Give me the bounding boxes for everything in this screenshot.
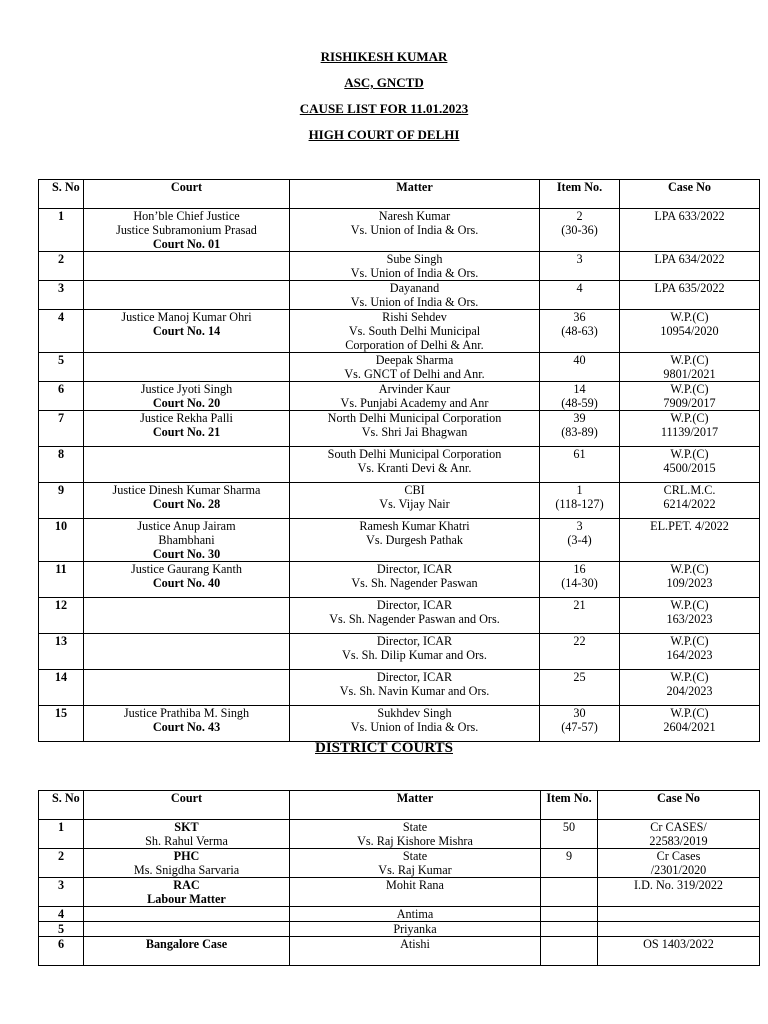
cell-case-no bbox=[598, 922, 760, 937]
court-judge-line: Justice Subramonium Prasad bbox=[116, 223, 257, 237]
matter-line: Vs. Punjabi Academy and Anr bbox=[340, 396, 489, 410]
cell-court bbox=[84, 878, 290, 907]
cell-matter bbox=[290, 937, 541, 966]
item-line: (48-63) bbox=[561, 324, 598, 338]
cell-item-no bbox=[540, 310, 620, 353]
case-line: W.P.(C) bbox=[670, 382, 709, 396]
case-line: W.P.(C) bbox=[670, 447, 709, 461]
court-judge-line: Justice Dinesh Kumar Sharma bbox=[112, 483, 261, 497]
table-row bbox=[39, 281, 760, 310]
case-line: LPA 634/2022 bbox=[654, 252, 725, 266]
matter-line: Antima bbox=[396, 907, 434, 921]
cell-case-no bbox=[620, 447, 760, 483]
cell-sno: 15 bbox=[39, 706, 84, 742]
cell-court bbox=[84, 353, 290, 382]
case-line: 2604/2021 bbox=[663, 720, 716, 734]
court-judge-line: Justice Rekha Palli bbox=[140, 411, 233, 425]
cell-matter bbox=[290, 820, 541, 849]
cell-matter bbox=[290, 849, 541, 878]
case-line: W.P.(C) bbox=[670, 411, 709, 425]
cell-court bbox=[84, 519, 290, 562]
table-row bbox=[39, 706, 760, 742]
court-judge-line: Bhambhani bbox=[158, 533, 215, 547]
column-header-court: Court bbox=[84, 180, 290, 209]
column-header-case: Case No bbox=[620, 180, 760, 209]
cell-item-no bbox=[540, 598, 620, 634]
cell-item-no bbox=[540, 706, 620, 742]
column-header-matter: Matter bbox=[290, 791, 541, 820]
header-designation: ASC, GNCTD bbox=[344, 75, 424, 90]
table-row bbox=[39, 483, 760, 519]
court-number: Court No. 20 bbox=[152, 396, 221, 410]
court-number: Court No. 30 bbox=[152, 547, 221, 561]
cell-case-no bbox=[620, 598, 760, 634]
item-line: (47-57) bbox=[561, 720, 598, 734]
cell-matter bbox=[290, 519, 540, 562]
matter-line: Arvinder Kaur bbox=[378, 382, 451, 396]
table-row bbox=[39, 878, 760, 907]
cell-case-no bbox=[598, 820, 760, 849]
header-court: HIGH COURT OF DELHI bbox=[308, 127, 460, 142]
item-line: (83-89) bbox=[561, 425, 598, 439]
cell-court bbox=[84, 820, 290, 849]
item-line: 30 bbox=[573, 706, 586, 720]
matter-line: Vs. Raj Kumar bbox=[378, 863, 452, 877]
cell-sno: 1 bbox=[39, 820, 84, 849]
matter-line: Vs. Sh. Nagender Paswan and Ors. bbox=[329, 612, 500, 626]
item-line: 1 bbox=[576, 483, 583, 497]
cell-matter bbox=[290, 598, 540, 634]
table-row bbox=[39, 922, 760, 937]
cell-court bbox=[84, 937, 290, 966]
case-line: Cr Cases bbox=[656, 849, 701, 863]
item-line: 3 bbox=[576, 519, 583, 533]
cell-court bbox=[84, 483, 290, 519]
cell-court bbox=[84, 922, 290, 937]
cell-item-no bbox=[541, 937, 598, 966]
cell-sno: 6 bbox=[39, 382, 84, 411]
item-line: 36 bbox=[573, 310, 586, 324]
matter-line: Mohit Rana bbox=[386, 878, 444, 892]
cell-item-no bbox=[540, 519, 620, 562]
cell-case-no bbox=[620, 281, 760, 310]
cell-matter bbox=[290, 353, 540, 382]
matter-line: Atishi bbox=[400, 937, 430, 951]
cell-matter bbox=[290, 670, 540, 706]
table-row bbox=[39, 907, 760, 922]
cell-matter bbox=[290, 382, 540, 411]
cell-matter bbox=[290, 447, 540, 483]
cell-sno: 11 bbox=[39, 562, 84, 598]
matter-line: Director, ICAR bbox=[376, 598, 453, 612]
court-detail-line: Ms. Snigdha Sarvaria bbox=[133, 863, 240, 877]
cell-case-no bbox=[620, 353, 760, 382]
cell-case-no bbox=[620, 670, 760, 706]
item-line: (3-4) bbox=[567, 533, 592, 547]
cell-case-no bbox=[598, 907, 760, 922]
cell-sno: 12 bbox=[39, 598, 84, 634]
cell-court bbox=[84, 907, 290, 922]
matter-line: South Delhi Municipal Corporation bbox=[327, 447, 502, 461]
matter-line: Priyanka bbox=[393, 922, 437, 936]
matter-line: Vs. South Delhi Municipal bbox=[348, 324, 481, 338]
cell-matter bbox=[290, 209, 540, 252]
table-row bbox=[39, 209, 760, 252]
table-row bbox=[39, 849, 760, 878]
matter-line: Corporation of Delhi & Anr. bbox=[345, 338, 484, 352]
cell-matter bbox=[290, 281, 540, 310]
cell-case-no bbox=[620, 562, 760, 598]
cell-case-no bbox=[620, 310, 760, 353]
cell-case-no bbox=[620, 382, 760, 411]
case-line: 10954/2020 bbox=[660, 324, 719, 338]
item-line: 50 bbox=[562, 820, 576, 834]
cell-sno: 14 bbox=[39, 670, 84, 706]
case-line: EL.PET. 4/2022 bbox=[650, 519, 729, 533]
cell-matter bbox=[290, 252, 540, 281]
case-line: 164/2023 bbox=[666, 648, 713, 662]
table-row bbox=[39, 411, 760, 447]
matter-line: Vs. Shri Jai Bhagwan bbox=[361, 425, 468, 439]
cell-item-no bbox=[540, 382, 620, 411]
column-header-sno: S. No bbox=[39, 180, 84, 209]
item-line: 4 bbox=[576, 281, 583, 295]
header-cause-list-date: CAUSE LIST FOR 11.01.2023 bbox=[299, 101, 469, 116]
table-header-row bbox=[39, 791, 760, 820]
case-line: 22583/2019 bbox=[649, 834, 708, 848]
item-line: 16 bbox=[573, 562, 586, 576]
header-name: RISHIKESH KUMAR bbox=[320, 49, 448, 64]
court-name: PHC bbox=[173, 849, 200, 863]
column-header-item: Item No. bbox=[541, 791, 598, 820]
table-row bbox=[39, 937, 760, 966]
cell-sno: 13 bbox=[39, 634, 84, 670]
item-line: 3 bbox=[576, 252, 583, 266]
cell-sno: 1 bbox=[39, 209, 84, 252]
item-line: 61 bbox=[573, 447, 586, 461]
matter-line: Sukhdev Singh bbox=[377, 706, 452, 720]
table-row bbox=[39, 598, 760, 634]
cell-item-no bbox=[540, 281, 620, 310]
table-row bbox=[39, 252, 760, 281]
case-line: W.P.(C) bbox=[670, 634, 709, 648]
matter-line: CBI bbox=[404, 483, 425, 497]
matter-line: Director, ICAR bbox=[376, 670, 453, 684]
court-number: Court No. 01 bbox=[152, 237, 221, 251]
cell-matter bbox=[290, 706, 540, 742]
cell-item-no bbox=[540, 670, 620, 706]
cell-sno: 4 bbox=[39, 907, 84, 922]
matter-line: Vs. GNCT of Delhi and Anr. bbox=[344, 367, 485, 381]
court-number: Court No. 21 bbox=[152, 425, 221, 439]
court-judge-line: Hon’ble Chief Justice bbox=[133, 209, 240, 223]
court-name: RAC bbox=[173, 878, 200, 892]
cell-case-no bbox=[620, 706, 760, 742]
cell-item-no bbox=[541, 878, 598, 907]
cell-case-no bbox=[620, 252, 760, 281]
matter-line: North Delhi Municipal Corporation bbox=[327, 411, 502, 425]
cell-item-no bbox=[541, 922, 598, 937]
case-line: 4500/2015 bbox=[663, 461, 716, 475]
item-line: (118-127) bbox=[555, 497, 604, 511]
cell-case-no bbox=[620, 519, 760, 562]
cell-sno: 7 bbox=[39, 411, 84, 447]
cell-sno: 2 bbox=[39, 252, 84, 281]
cell-case-no bbox=[598, 878, 760, 907]
court-name: Bangalore Case bbox=[145, 937, 228, 951]
cell-sno: 6 bbox=[39, 937, 84, 966]
cell-sno: 9 bbox=[39, 483, 84, 519]
court-judge-line: Justice Jyoti Singh bbox=[140, 382, 233, 396]
cell-matter bbox=[290, 310, 540, 353]
court-number: Court No. 28 bbox=[152, 497, 221, 511]
item-line: 25 bbox=[573, 670, 586, 684]
matter-line: State bbox=[402, 849, 428, 863]
column-header-sno: S. No bbox=[39, 791, 84, 820]
case-line: W.P.(C) bbox=[670, 706, 709, 720]
item-line: 22 bbox=[573, 634, 586, 648]
cell-court bbox=[84, 562, 290, 598]
matter-line: Sube Singh bbox=[386, 252, 443, 266]
matter-line: Vs. Sh. Nagender Paswan bbox=[351, 576, 478, 590]
matter-line: Vs. Union of India & Ors. bbox=[350, 720, 479, 734]
case-line: W.P.(C) bbox=[670, 353, 709, 367]
cell-court bbox=[84, 634, 290, 670]
court-judge-line: Justice Manoj Kumar Ohri bbox=[121, 310, 252, 324]
court-judge-line: Justice Gaurang Kanth bbox=[130, 562, 242, 576]
cell-sno: 3 bbox=[39, 878, 84, 907]
matter-line: Vs. Union of India & Ors. bbox=[350, 295, 479, 309]
cell-item-no bbox=[541, 820, 598, 849]
case-line: W.P.(C) bbox=[670, 598, 709, 612]
case-line: OS 1403/2022 bbox=[643, 937, 714, 951]
cell-court bbox=[84, 209, 290, 252]
matter-line: Deepak Sharma bbox=[375, 353, 454, 367]
cell-case-no bbox=[620, 483, 760, 519]
court-number: Court No. 43 bbox=[152, 720, 221, 734]
item-line: (48-59) bbox=[561, 396, 598, 410]
case-line: 7909/2017 bbox=[663, 396, 716, 410]
matter-line: Ramesh Kumar Khatri bbox=[359, 519, 470, 533]
cell-matter bbox=[290, 907, 541, 922]
cell-case-no bbox=[598, 849, 760, 878]
matter-line: Vs. Vijay Nair bbox=[379, 497, 450, 511]
cell-court bbox=[84, 310, 290, 353]
matter-line: Vs. Sh. Navin Kumar and Ors. bbox=[339, 684, 490, 698]
cell-court bbox=[84, 706, 290, 742]
matter-line: Dayanand bbox=[389, 281, 440, 295]
matter-line: Vs. Raj Kishore Mishra bbox=[357, 834, 473, 848]
cell-matter bbox=[290, 562, 540, 598]
column-header-court: Court bbox=[84, 791, 290, 820]
court-detail-line: Sh. Rahul Verma bbox=[145, 834, 228, 848]
cell-sno: 5 bbox=[39, 353, 84, 382]
matter-line: Vs. Union of India & Ors. bbox=[350, 266, 479, 280]
cell-item-no bbox=[540, 252, 620, 281]
item-line: 14 bbox=[573, 382, 586, 396]
item-line: 40 bbox=[573, 353, 586, 367]
cell-court bbox=[84, 382, 290, 411]
item-line: 9 bbox=[565, 849, 573, 863]
cell-sno: 10 bbox=[39, 519, 84, 562]
case-line: 6214/2022 bbox=[663, 497, 716, 511]
cell-case-no bbox=[620, 634, 760, 670]
high-court-table bbox=[38, 179, 760, 742]
matter-line: Director, ICAR bbox=[376, 634, 453, 648]
cell-court bbox=[84, 849, 290, 878]
cell-item-no bbox=[540, 411, 620, 447]
cell-court bbox=[84, 281, 290, 310]
table-row bbox=[39, 820, 760, 849]
cell-court bbox=[84, 252, 290, 281]
item-line: 39 bbox=[573, 411, 586, 425]
item-line: 21 bbox=[573, 598, 586, 612]
court-judge-line: Justice Prathiba M. Singh bbox=[123, 706, 250, 720]
case-line: I.D. No. 319/2022 bbox=[633, 878, 724, 892]
case-line: W.P.(C) bbox=[670, 670, 709, 684]
case-line: /2301/2020 bbox=[650, 863, 707, 877]
cell-sno: 5 bbox=[39, 922, 84, 937]
table-row bbox=[39, 634, 760, 670]
case-line: LPA 635/2022 bbox=[654, 281, 725, 295]
district-courts-title: DISTRICT COURTS bbox=[315, 740, 453, 756]
cell-item-no bbox=[540, 562, 620, 598]
case-line: 11139/2017 bbox=[660, 425, 719, 439]
matter-line: Director, ICAR bbox=[376, 562, 453, 576]
court-number: Court No. 14 bbox=[152, 324, 221, 338]
cell-court bbox=[84, 411, 290, 447]
case-line: W.P.(C) bbox=[670, 562, 709, 576]
cell-matter bbox=[290, 411, 540, 447]
cell-case-no bbox=[598, 937, 760, 966]
column-header-item: Item No. bbox=[540, 180, 620, 209]
cell-sno: 8 bbox=[39, 447, 84, 483]
matter-line: Vs. Durgesh Pathak bbox=[366, 533, 463, 547]
matter-line: Vs. Kranti Devi & Anr. bbox=[357, 461, 472, 475]
district-courts-table bbox=[38, 790, 760, 966]
case-line: LPA 633/2022 bbox=[654, 209, 725, 223]
cell-case-no bbox=[620, 411, 760, 447]
matter-line: Rishi Sehdev bbox=[382, 310, 447, 324]
cell-matter bbox=[290, 878, 541, 907]
cell-item-no bbox=[540, 483, 620, 519]
cell-court bbox=[84, 598, 290, 634]
cell-item-no bbox=[540, 209, 620, 252]
matter-line: Vs. Union of India & Ors. bbox=[350, 223, 479, 237]
case-line: 9801/2021 bbox=[663, 367, 716, 381]
table-row bbox=[39, 382, 760, 411]
matter-line: State bbox=[402, 820, 428, 834]
item-line: (14-30) bbox=[561, 576, 598, 590]
matter-line: Vs. Sh. Dilip Kumar and Ors. bbox=[342, 648, 487, 662]
cell-sno: 3 bbox=[39, 281, 84, 310]
cell-court bbox=[84, 447, 290, 483]
cell-item-no bbox=[540, 634, 620, 670]
cell-item-no bbox=[540, 447, 620, 483]
table-row bbox=[39, 670, 760, 706]
cell-item-no bbox=[541, 907, 598, 922]
cell-sno: 4 bbox=[39, 310, 84, 353]
cell-item-no bbox=[541, 849, 598, 878]
case-line: 204/2023 bbox=[666, 684, 713, 698]
table-header-row bbox=[39, 180, 760, 209]
cell-matter bbox=[290, 483, 540, 519]
item-line: (30-36) bbox=[561, 223, 598, 237]
court-judge-line: Justice Anup Jairam bbox=[137, 519, 236, 533]
table-row bbox=[39, 519, 760, 562]
court-name: SKT bbox=[174, 820, 199, 834]
case-line: CRL.M.C. bbox=[663, 483, 716, 497]
case-line: 109/2023 bbox=[666, 576, 713, 590]
table-row bbox=[39, 447, 760, 483]
matter-line: Naresh Kumar bbox=[378, 209, 451, 223]
table-row bbox=[39, 310, 760, 353]
cell-item-no bbox=[540, 353, 620, 382]
table-row bbox=[39, 353, 760, 382]
cell-matter bbox=[290, 634, 540, 670]
cell-court bbox=[84, 670, 290, 706]
cell-sno: 2 bbox=[39, 849, 84, 878]
cell-case-no bbox=[620, 209, 760, 252]
cell-matter bbox=[290, 922, 541, 937]
item-line: 2 bbox=[576, 209, 583, 223]
court-detail-line: Labour Matter bbox=[147, 892, 226, 906]
case-line: W.P.(C) bbox=[670, 310, 709, 324]
court-number: Court No. 40 bbox=[152, 576, 221, 590]
column-header-case: Case No bbox=[598, 791, 760, 820]
column-header-matter: Matter bbox=[290, 180, 540, 209]
case-line: Cr CASES/ bbox=[650, 820, 707, 834]
case-line: 163/2023 bbox=[666, 612, 713, 626]
table-row bbox=[39, 562, 760, 598]
